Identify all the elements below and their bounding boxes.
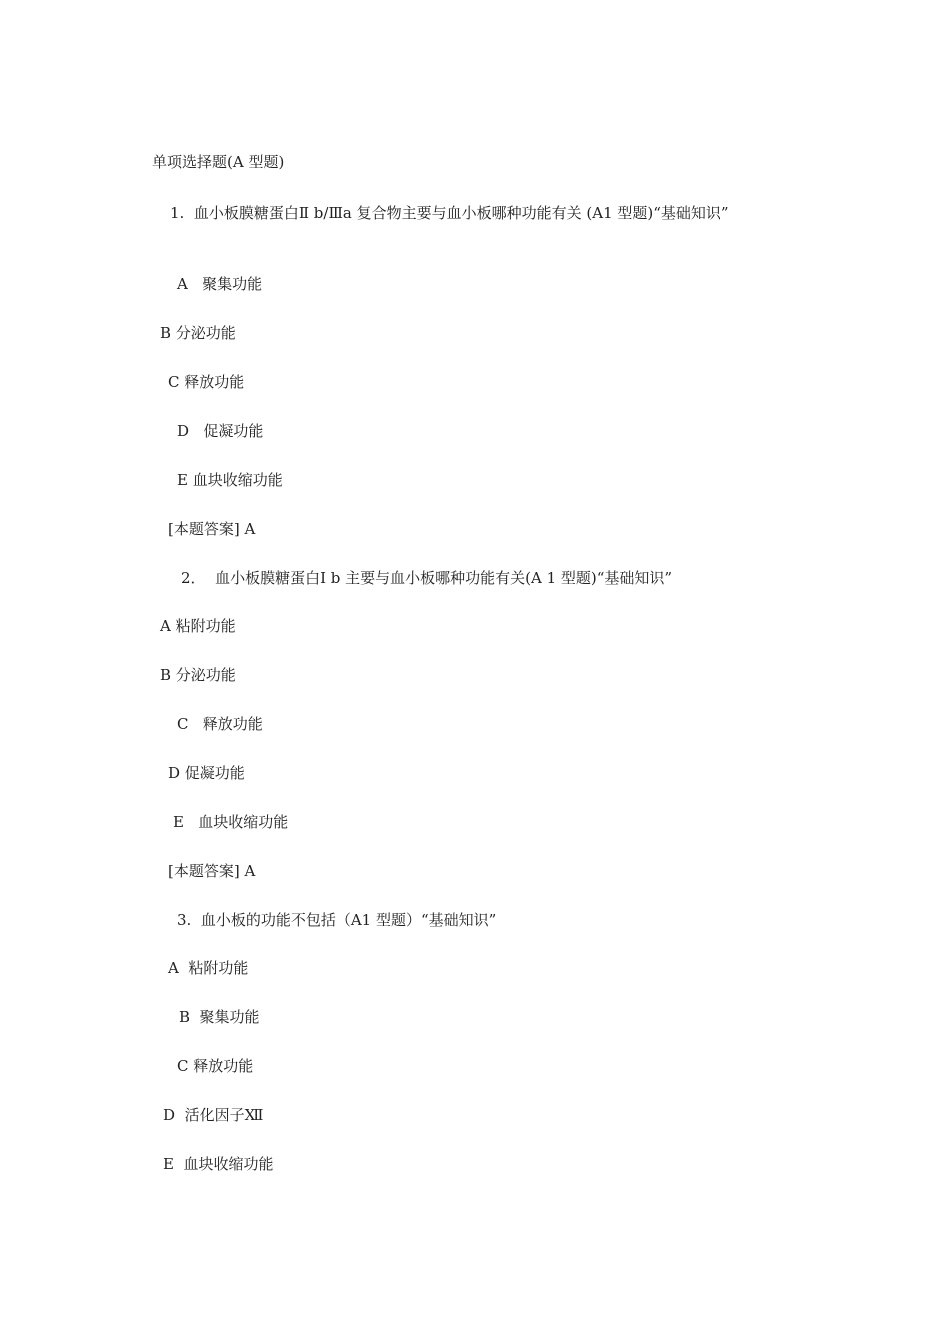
question-2-answer: [本题答案] A [168,862,256,880]
question-3-option-a: A 粘附功能 [168,959,249,977]
question-2-option-d: D 促凝功能 [168,764,245,782]
question-3-stem: 3. 血小板的功能不包括（A1 型题）“基础知识” [177,911,497,929]
question-2-option-e: E 血块收缩功能 [173,813,289,831]
question-1-option-c: C 释放功能 [168,373,245,391]
question-1-option-b: B 分泌功能 [160,324,236,342]
question-1-option-e: E 血块收缩功能 [177,471,283,489]
question-3-option-d: D 活化因子Ⅻ [163,1106,264,1124]
section-title: 单项选择题(A 型题) [152,153,285,171]
question-2-stem: 2． 血小板膜糖蛋白Ⅰ b 主要与血小板哪种功能有关(A 1 型题)“基础知识” [181,569,673,587]
question-1-stem: 1. 血小板膜糖蛋白Ⅱ b/Ⅲa 复合物主要与血小板哪种功能有关 (A1 型题)“基础知识” [170,204,729,222]
question-3-option-b: B 聚集功能 [179,1008,260,1026]
question-2-option-b: B 分泌功能 [160,666,236,684]
question-1-option-d: D 促凝功能 [177,422,264,440]
question-3-option-e: E 血块收缩功能 [163,1155,274,1173]
question-2-option-c: C 释放功能 [177,715,263,733]
question-2-option-a: A 粘附功能 [160,617,236,635]
question-1-option-a: A 聚集功能 [177,275,263,293]
question-3-option-c: C 释放功能 [177,1057,254,1075]
question-1-answer: [本题答案] A [168,520,256,538]
